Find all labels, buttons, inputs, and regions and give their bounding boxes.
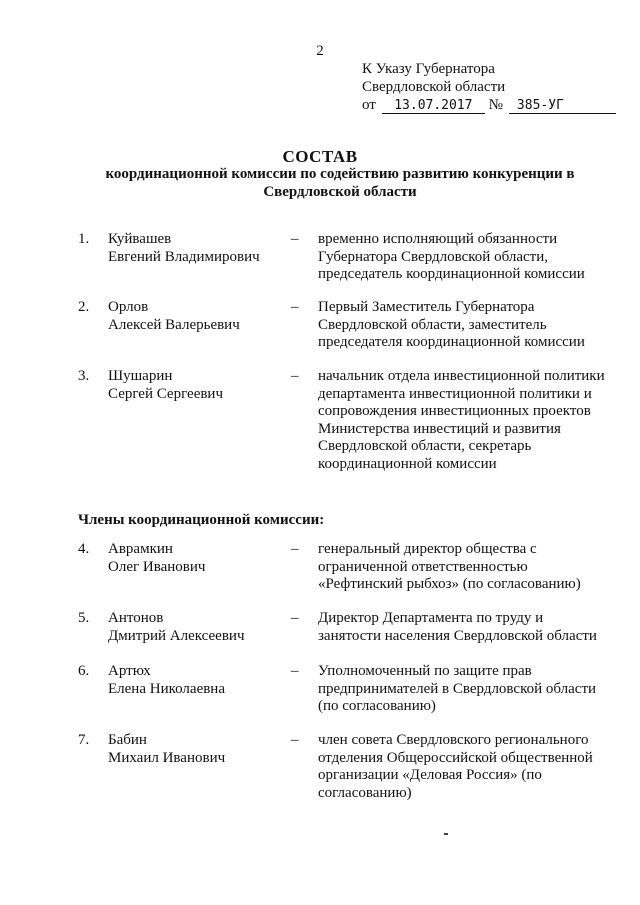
member-position: член совета Свердловского регионального отделения Общероссийской общественной организации «Деловая Россия» (по согласованию) — [318, 732, 593, 801]
member-number: 3. — [78, 368, 90, 384]
member-number: 4. — [78, 541, 90, 557]
number-label: № — [488, 97, 503, 113]
member-number: 6. — [78, 663, 90, 679]
decree-header — [362, 60, 616, 114]
member-dash: – — [291, 610, 299, 626]
member-position: генеральный директор общества с ограниченной ответственностью «Рефтинский рыбхоз» (по согласованию) — [318, 541, 581, 592]
member-given-name: Михаил Иванович — [108, 749, 226, 766]
member-number: 7. — [78, 732, 90, 748]
member-position: Уполномоченный по защите прав предпринимателей в Свердловской области (по согласованию) — [318, 663, 597, 714]
member-given-name: Дмитрий Алексеевич — [108, 627, 245, 644]
member-surname: Аврамкин — [108, 541, 173, 557]
member-dash: – — [291, 299, 299, 315]
document-title: СОСТАВ — [282, 147, 358, 166]
member-name — [108, 368, 283, 403]
member-number: 1. — [78, 231, 90, 247]
member-dash: – — [291, 368, 299, 384]
member-position: Директор Департамента по труду и занятости населения Свердловской области — [318, 610, 597, 644]
member-name — [108, 231, 283, 266]
member-surname: Антонов — [108, 610, 164, 626]
member-given-name: Алексей Валерьевич — [108, 316, 240, 333]
member-dash: – — [291, 732, 299, 748]
member-name — [108, 299, 283, 334]
member-surname: Артюх — [108, 663, 151, 679]
member-given-name: Евгений Владимирович — [108, 248, 260, 265]
member-number: 2. — [78, 299, 90, 315]
document-subtitle: координационной комиссии по содействию развитию конкуренции в Свердловской области — [105, 166, 575, 200]
member-dash: – — [291, 663, 299, 679]
member-position: Первый Заместитель Губернатора Свердловской области, заместитель председателя координационной комиссии — [318, 299, 585, 350]
member-given-name: Елена Николаевна — [108, 680, 225, 697]
member-name — [108, 732, 283, 767]
member-surname: Куйвашев — [108, 231, 172, 247]
header-line-2: Свердловской области — [362, 79, 506, 95]
decree-date: 13.07.2017 — [382, 98, 485, 114]
member-given-name: Олег Иванович — [108, 558, 206, 575]
member-name — [108, 541, 283, 576]
member-name — [108, 610, 283, 645]
member-dash: – — [291, 541, 299, 557]
page-number: 2 — [316, 43, 324, 59]
member-dash: – — [291, 231, 299, 247]
member-number: 5. — [78, 610, 90, 626]
decree-number: 385-УГ — [509, 98, 616, 114]
section-title: Члены координационной комиссии: — [78, 512, 325, 528]
member-surname: Шушарин — [108, 368, 173, 384]
member-given-name: Сергей Сергеевич — [108, 385, 224, 402]
header-date-line — [362, 96, 616, 114]
header-line-1: К Указу Губернатора — [362, 61, 495, 77]
from-label: от — [362, 97, 376, 113]
member-surname: Орлов — [108, 299, 149, 315]
member-position: временно исполняющий обязанности Губернатора Свердловской области, председатель координационной комиссии — [318, 231, 585, 282]
member-name — [108, 663, 283, 698]
member-surname: Бабин — [108, 732, 147, 748]
scan-speck — [444, 833, 448, 835]
member-position: начальник отдела инвестиционной политики департамента инвестиционной политики и сопровождения инвестиционных проектов Министерства инвестиций и развития Свердловской области, секретарь координационной комиссии — [318, 368, 605, 472]
